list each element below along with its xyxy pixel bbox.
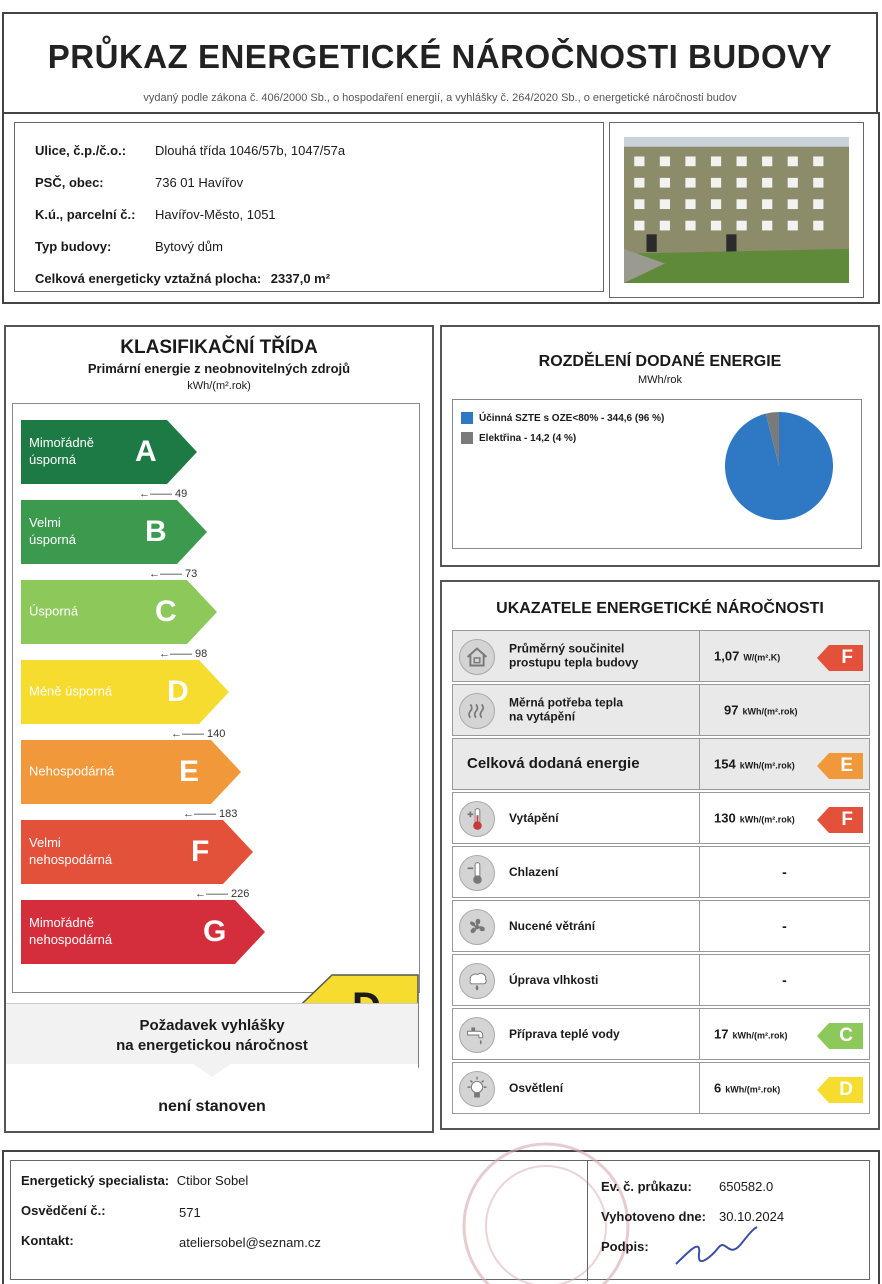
indicator-unit: kWh/(m².rok) [725, 1084, 781, 1095]
class-band-d [21, 660, 229, 724]
class-limit-label: ←—— 49 [139, 488, 188, 500]
indicator-name-line1: Vytápění [509, 810, 559, 825]
indicator-class-badge [817, 753, 863, 779]
class-band-label-line1: Mimořádně [29, 435, 95, 451]
area-value: 2337,0 m² [270, 271, 331, 286]
indicator-value-cell [699, 955, 869, 1005]
indicator-name [509, 811, 559, 825]
indicator-name-line1: Příprava teplé vody [509, 1026, 620, 1041]
psc-label: PSČ, obec: [35, 175, 104, 190]
indicator-row [452, 1062, 870, 1114]
footer-divider [587, 1161, 588, 1281]
indicator-row [452, 684, 870, 736]
indicator-value [724, 703, 797, 718]
indicator-unit: kWh/(m².rok) [739, 814, 795, 825]
class-band-a [21, 420, 197, 484]
indicator-name-line2: prostupu tepla budovy [509, 656, 639, 670]
indicator-value [714, 1027, 787, 1042]
indicator-row [452, 900, 870, 952]
class-limit-label: ←—— 140 [171, 728, 226, 740]
indicator-name-line1: Nucené větrání [509, 918, 596, 933]
date-value: 30.10.2024 [719, 1209, 785, 1224]
indicator-unit: kWh/(m².rok) [739, 760, 795, 771]
distribution-pie [723, 410, 835, 522]
indicator-number: 6 [714, 1080, 722, 1096]
area-row [35, 271, 330, 286]
indicator-number: 130 [714, 810, 736, 826]
distribution-title: ROZDĚLENÍ DODANÉ ENERGIE [538, 353, 782, 370]
indicator-class-letter: D [839, 1079, 853, 1100]
thermometer-minus-icon [459, 855, 495, 891]
classification-section [4, 325, 434, 1133]
cert-value: 571 [179, 1205, 201, 1220]
date-label: Vyhotoveno dne: [601, 1209, 706, 1224]
class-band-c [21, 580, 217, 644]
indicator-value [714, 1081, 780, 1096]
class-band-e [21, 740, 241, 804]
class-limit-label: ←—— 73 [149, 568, 198, 580]
class-band-letter: B [145, 515, 167, 548]
class-band-label [29, 835, 112, 869]
type-label: Typ budovy: [35, 239, 112, 254]
indicator-name [509, 865, 558, 879]
psc-row [35, 175, 244, 190]
indicator-row [452, 630, 870, 682]
legend-swatch [461, 432, 473, 444]
indicator-unit: kWh/(m².rok) [742, 706, 798, 717]
indicator-class-letter: F [841, 647, 853, 668]
indicator-name-line1: Celková dodaná energie [467, 755, 640, 772]
class-band-letter: A [135, 435, 157, 468]
legend-label: Účinná SZTE s OZE<80% - 344,6 (96 %) [479, 412, 665, 424]
indicator-name [467, 755, 640, 773]
class-band-label [29, 764, 114, 781]
contact-row [21, 1233, 74, 1248]
distribution-chart [452, 399, 862, 549]
indicator-name-line1: Průměrný součinitel [509, 641, 625, 656]
pie-slice [725, 412, 833, 520]
contact-label: Kontakt: [21, 1233, 74, 1248]
class-band-label-line1: Úsporná [29, 603, 79, 619]
class-band-label-line2: nehospodárná [29, 852, 113, 867]
indicator-value-cell [699, 631, 869, 681]
indicator-value-cell [699, 739, 869, 789]
ev-row [601, 1179, 692, 1194]
heat-demand-icon [459, 693, 495, 729]
footer [2, 1150, 880, 1284]
class-band-label [29, 604, 78, 621]
class-band-letter: C [155, 595, 177, 628]
class-band-label [29, 515, 76, 549]
bulb-icon [459, 1071, 495, 1107]
thermometer-plus-icon [459, 801, 495, 837]
indicator-value-cell [699, 901, 869, 951]
indicator-value [714, 649, 780, 664]
indicators-section [440, 580, 880, 1130]
indicator-name [509, 1027, 620, 1041]
indicator-unit: W/(m².K) [743, 652, 781, 663]
fan-icon [459, 909, 495, 945]
class-band-label-line2: úsporná [29, 532, 76, 547]
signature-image [671, 1209, 761, 1279]
class-band-label-line2: nehospodárná [29, 932, 113, 947]
indicator-name [509, 642, 638, 671]
class-band-letter: D [167, 675, 189, 708]
legend-label: Elektřina - 14,2 (4 %) [479, 432, 577, 444]
contact-value: ateliersobel@seznam.cz [179, 1235, 321, 1250]
classification-title: KLASIFIKAČNÍ TŘÍDA [120, 337, 318, 358]
header [2, 12, 878, 112]
indicator-value-cell [699, 1063, 869, 1113]
ku-value: Havířov-Město, 1051 [155, 207, 276, 222]
requirement-title-line2: na energetickou náročnost [116, 1037, 308, 1055]
indicator-number: 17 [714, 1026, 729, 1042]
indicator-name [509, 919, 595, 933]
page-subtitle: vydaný podle zákona č. 406/2000 Sb., o hospodaření energií, a vyhlášky č. 264/2020 Sb., o energetické náročnosti budov [143, 92, 737, 104]
class-band-f [21, 820, 253, 884]
class-limit-label: ←—— 226 [195, 888, 250, 900]
class-band-label [29, 684, 112, 701]
class-band-letter: F [191, 835, 210, 868]
indicator-row [452, 954, 870, 1006]
indicator-number: 154 [714, 756, 736, 772]
indicator-class-badge [817, 807, 863, 833]
indicator-value-cell [699, 1009, 869, 1059]
requirement-lower [6, 1064, 418, 1130]
indicator-name [509, 696, 623, 725]
class-band-label-line1: Velmi [29, 515, 61, 531]
sign-row [601, 1239, 649, 1254]
street-value: Dlouhá třída 1046/57b, 1047/57a [155, 143, 346, 158]
indicator-class-badge [817, 645, 863, 671]
class-band-letter: G [203, 915, 227, 948]
legend-swatch [461, 412, 473, 424]
indicator-unit: kWh/(m².rok) [732, 1030, 788, 1041]
legend-item [461, 412, 664, 424]
class-band-label [29, 435, 94, 469]
class-band-label-line1: Nehospodárná [29, 763, 115, 779]
page-title: PRŮKAZ ENERGETICKÉ NÁROČNOSTI BUDOVY [47, 38, 833, 75]
class-band-b [21, 500, 207, 564]
indicator-value: - [782, 918, 787, 934]
indicator-number: 97 [724, 702, 739, 718]
indicator-number: 1,07 [714, 648, 740, 664]
indicator-row [452, 738, 870, 790]
tap-icon [459, 1017, 495, 1053]
humidity-icon [459, 963, 495, 999]
ku-row [35, 207, 276, 222]
class-band-g [21, 900, 265, 964]
sign-label: Podpis: [601, 1239, 649, 1254]
indicators-title: UKAZATELE ENERGETICKÉ NÁROČNOSTI [496, 600, 824, 617]
indicator-name [509, 1081, 563, 1095]
class-band-letter: E [179, 755, 200, 788]
footer-panel [10, 1160, 870, 1280]
requirement-panel [6, 1003, 418, 1129]
house-icon [459, 639, 495, 675]
indicator-value [714, 757, 795, 772]
indicator-value-cell [699, 793, 869, 843]
requirement-title [6, 1016, 418, 1057]
indicator-row [452, 1008, 870, 1060]
indicator-name [509, 973, 598, 987]
distribution-unit: MWh/rok [638, 374, 682, 386]
type-value: Bytový dům [155, 239, 223, 254]
building-photo [609, 122, 864, 298]
street-row [35, 143, 346, 158]
indicator-name-line1: Osvětlení [509, 1080, 564, 1095]
stamp-image [451, 1131, 641, 1284]
ev-value: 650582.0 [719, 1179, 774, 1194]
indicator-name-line1: Chlazení [509, 864, 559, 879]
building-info-section [2, 112, 880, 304]
street-label: Ulice, č.p./č.o.: [35, 143, 127, 158]
ku-label: K.ú., parcelní č.: [35, 207, 136, 222]
class-band-label-line1: Mimořádně [29, 915, 95, 931]
class-limit-label: ←—— 98 [159, 648, 208, 660]
psc-value: 736 01 Havířov [155, 175, 244, 190]
indicator-value: - [782, 864, 787, 880]
indicator-name-line1: Úprava vlhkosti [509, 972, 599, 987]
type-row [35, 239, 223, 254]
specialist-row [21, 1173, 248, 1188]
indicator-value: - [782, 972, 787, 988]
area-label: Celková energeticky vztažná plocha: [35, 271, 262, 286]
indicator-class-letter: F [841, 809, 853, 830]
classification-scale [12, 403, 420, 993]
indicator-class-badge [817, 1077, 863, 1103]
indicator-class-letter: E [840, 755, 853, 776]
indicator-class-badge [817, 1023, 863, 1049]
indicator-name-line2: na vytápění [509, 710, 576, 724]
indicator-value-cell [699, 847, 869, 897]
classification-subtitle: Primární energie z neobnovitelných zdrojů [87, 361, 351, 376]
classification-unit: kWh/(m².rok) [187, 380, 251, 392]
indicator-name-line1: Měrná potřeba tepla [509, 695, 624, 710]
specialist-label: Energetický specialista: [21, 1173, 170, 1188]
indicator-row [452, 792, 870, 844]
class-limit-label: ←—— 183 [183, 808, 238, 820]
class-band-label-line1: Méně úsporná [29, 683, 113, 699]
class-band-label [29, 915, 112, 949]
building-info-panel [14, 122, 604, 292]
cert-row [21, 1203, 106, 1218]
indicator-value [714, 811, 795, 826]
legend-item [461, 432, 576, 444]
indicator-row [452, 846, 870, 898]
requirement-value: není stanoven [158, 1098, 266, 1115]
indicator-value-cell [699, 685, 869, 735]
specialist-value: Ctibor Sobel [176, 1173, 249, 1188]
energy-distribution-section [440, 325, 880, 567]
class-band-label-line1: Velmi [29, 835, 61, 851]
indicator-class-letter: C [839, 1025, 853, 1046]
ev-label: Ev. č. průkazu: [601, 1179, 692, 1194]
requirement-title-line1: Požadavek vyhlášky [139, 1017, 285, 1034]
cert-label: Osvědčení č.: [21, 1203, 106, 1218]
class-band-label-line2: úsporná [29, 452, 76, 467]
